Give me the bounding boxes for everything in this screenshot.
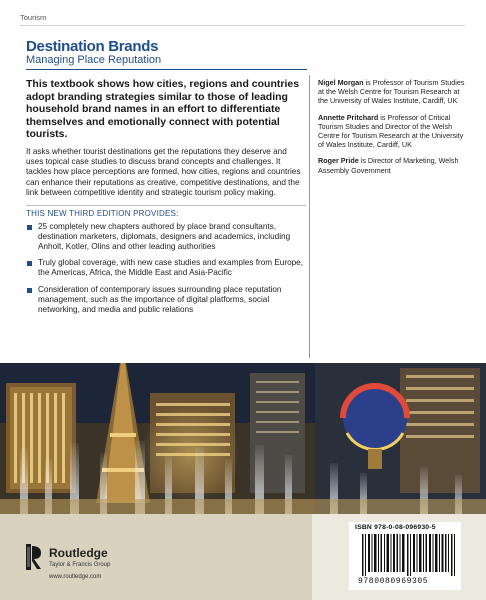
blurb-description: It asks whether tourist destinations get the reputations they deserve and uses topical case studies to discuss brand concepts and challenges. It tackles how place perceptions are formed, how cities, regions and countries can enhance their reputations as creative, competitive destinations, and the link between competitive identity and strategic tourism policy making. — [26, 146, 301, 198]
bullet-square-icon — [27, 288, 32, 293]
barcode-number: 9780080969305 — [358, 577, 429, 586]
book-subtitle: Managing Place Reputation — [26, 54, 162, 66]
feature-item — [26, 258, 306, 278]
feature-list — [26, 222, 306, 316]
author-bio — [318, 156, 468, 174]
publisher-name: Routledge — [49, 546, 108, 560]
barcode-icon — [362, 534, 456, 576]
column-divider — [309, 75, 310, 358]
feature-text: Truly global coverage, with new case studies and examples from Europe, the Americas, Africa, the Middle East and Asia-Pacific — [38, 258, 304, 278]
isbn-text: ISBN 978-0-08-096930-5 — [355, 524, 436, 531]
author-name: Annette Pritchard — [318, 112, 379, 122]
feature-text: Consideration of contemporary issues surrounding place reputation management, such as the importance of digital platforms, social networking, and media and public relations — [38, 284, 282, 314]
publisher-url[interactable]: www.routledge.com — [49, 574, 102, 580]
author-description: is Professor of Tourism Studies at the Welsh Centre for Tourism Research at the University of Wales Institute, Cardiff, UK — [318, 78, 465, 106]
routledge-logo-icon — [26, 544, 42, 570]
city-night-photo — [0, 363, 486, 514]
feature-item — [26, 285, 306, 316]
category-label: Tourism — [20, 13, 47, 22]
bullet-square-icon — [27, 225, 32, 230]
author-description: is Director of Marketing, Welsh Assembly Government — [318, 156, 459, 175]
blurb-intro: This textbook shows how cities, regions and countries adopt branding strategies similar to those of leading household brand names in an effort to differentiate themselves and emotionally connect with potential tourists. — [26, 78, 300, 140]
bullet-square-icon — [27, 261, 32, 266]
edition-heading: THIS NEW THIRD EDITION PROVIDES: — [26, 208, 179, 218]
author-name: Roger Pride — [318, 156, 359, 166]
publisher-group: Taylor & Francis Group — [49, 562, 111, 568]
feature-text: 25 completely new chapters authored by place brand consultants, destination marketers, diplomats, designers and academics, including Anholt, Kotler, Olins and other leading authorities — [38, 221, 291, 251]
book-title: Destination Brands — [26, 38, 159, 55]
authors-column — [318, 78, 468, 182]
section-divider — [26, 205, 306, 206]
city-skyline-illustration — [0, 363, 486, 514]
blurb-column — [26, 78, 306, 321]
author-bio — [318, 78, 468, 106]
author-name: Nigel Morgan — [318, 78, 364, 87]
title-underline — [26, 69, 307, 70]
feature-item — [26, 222, 306, 253]
author-description: is Professor of Critical Tourism Studies and Director of the Welsh Centre for Tourism Research at the University of Wales Institute, Cardiff, UK — [318, 112, 464, 150]
author-bio — [318, 113, 468, 150]
top-divider — [20, 25, 465, 26]
